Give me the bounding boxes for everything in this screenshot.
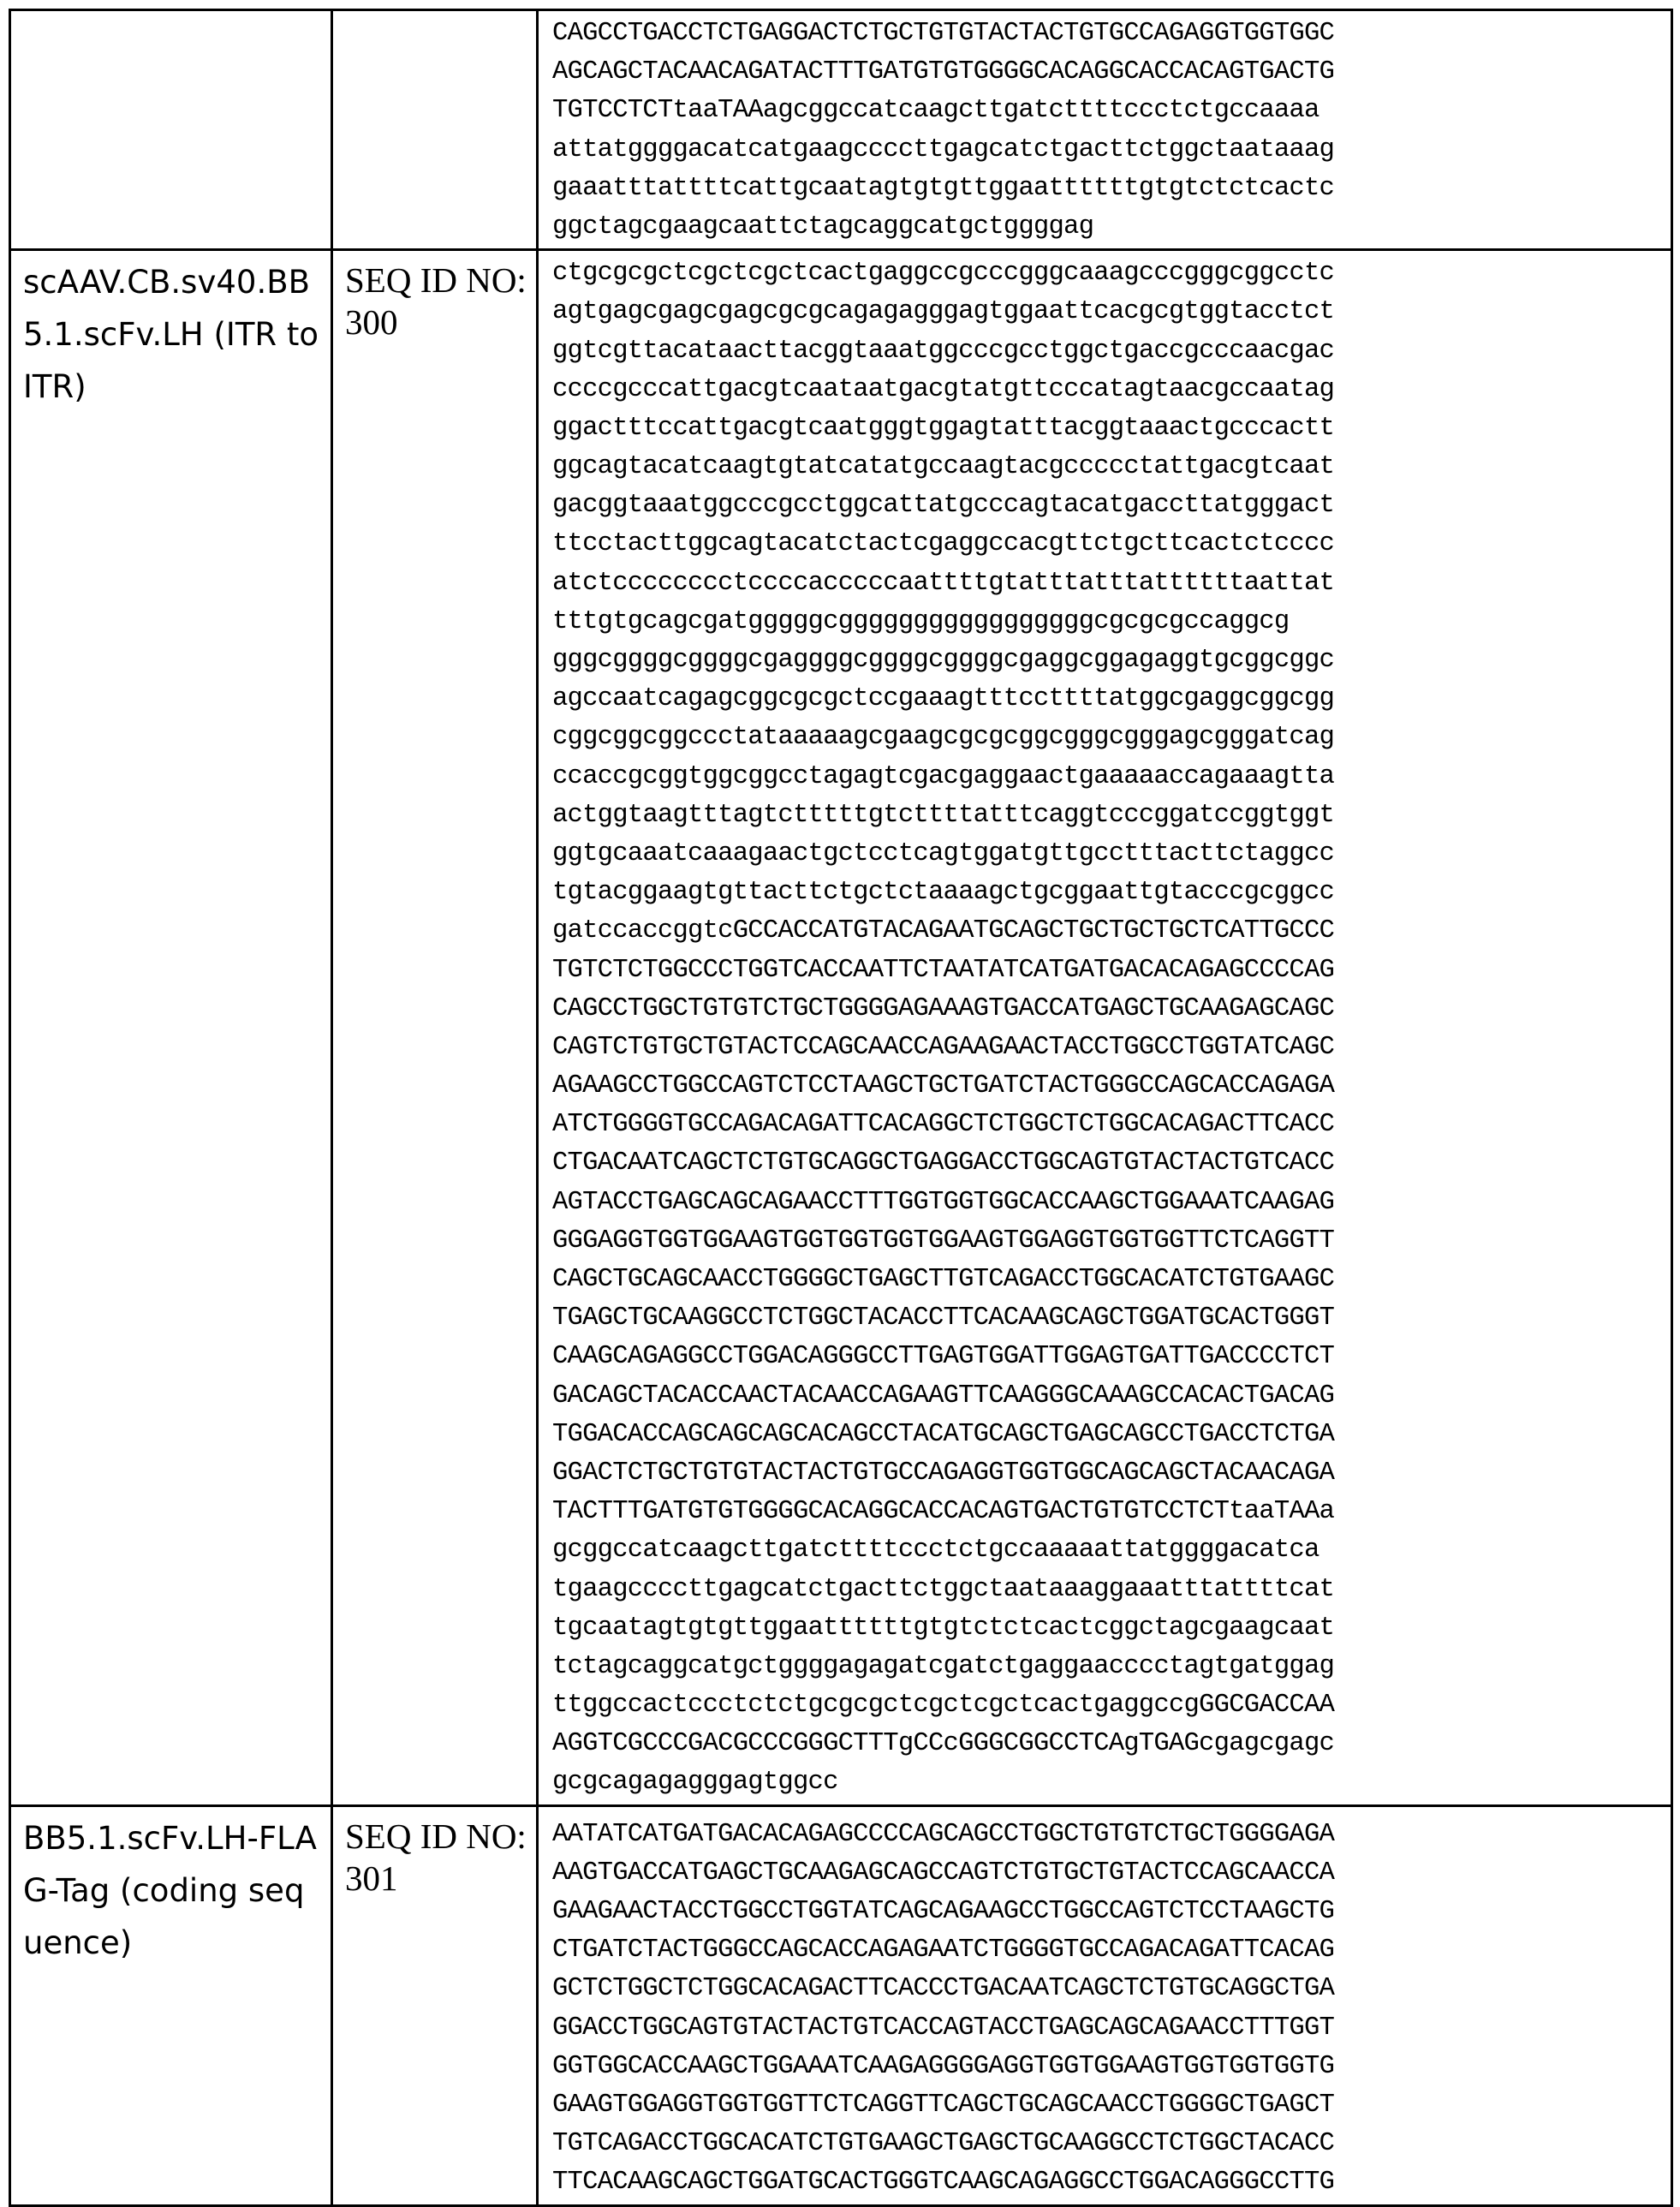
sequence-line: AGGTCGCCCGACGCCCGGGCTTTgCCcGGGCGGCCTCAgTGAGcgagcgagc	[552, 1729, 1335, 1759]
sequence-line: TGAGCTGCAAGGCCTCTGGCTACACCTTCACAAGCAGCTGGATGCACTGGGT	[552, 1303, 1335, 1333]
sequence-lines	[552, 15, 1662, 247]
sequence-line: ccaccgcggtggcggcctagagtcgacgaggaactgaaaaaccagaaagtta	[552, 761, 1335, 791]
seq-id-cell: SEQ ID NO: 300	[332, 250, 538, 1806]
sequence-line: AATATCATGATGACACAGAGCCCCAGCAGCCTGGCTGTGTCTGCTGGGGAGA	[552, 1819, 1335, 1849]
construct-name-cell: scAAV.CB.sv40.BB5.1.scFv.LH (ITR to ITR)	[10, 250, 332, 1806]
sequence-line: AAGTGACCATGAGCTGCAAGAGCAGCCAGTCTGTGCTGTACTCCAGCAACCA	[552, 1858, 1335, 1888]
sequence-line: actggtaagtttagtctttttgtcttttatttcaggtcccggatccggtggt	[552, 800, 1335, 830]
sequence-line: tgaagccccttgagcatctgacttctggctaataaaggaaatttattttcat	[552, 1574, 1335, 1604]
sequence-line: tgcaatagtgtgttggaattttttgtgtctctcactcggctagcgaagcaat	[552, 1613, 1335, 1643]
sequence-line: gcggccatcaagcttgatcttttccctctgccaaaaattatggggacatca	[552, 1536, 1320, 1566]
sequence-line: gcgcagagagggagtggcc	[552, 1768, 838, 1798]
sequence-line: ggtcgttacataacttacggtaaatggcccgcctggctgaccgcccaacgac	[552, 336, 1335, 366]
sequence-line: GCTCTGGCTCTGGCACAGACTTCACCCTGACAATCAGCTCTGTGCAGGCTGA	[552, 1974, 1335, 2004]
sequence-line: atctcccccccctccccacccccaattttgtatttatttattttttaattat	[552, 568, 1335, 598]
sequence-line: TGTCCTCTtaaTAAagcggccatcaagcttgatcttttccctctgccaaaa	[552, 96, 1320, 126]
sequence-line: CAGTCTGTGCTGTACTCCAGCAACCAGAAGAACTACCTGGCCTGGTATCAGC	[552, 1032, 1335, 1062]
sequence-line: AGTACCTGAGCAGCAGAACCTTTGGTGGTGGCACCAAGCTGGAAATCAAGAG	[552, 1187, 1335, 1217]
sequence-line: AGAAGCCTGGCCAGTCTCCTAAGCTGCTGATCTACTGGGCCAGCACCAGAGA	[552, 1071, 1335, 1101]
sequence-line: gacggtaaatggcccgcctggcattatgcccagtacatgaccttatgggact	[552, 491, 1335, 521]
sequence-line: ggctagcgaagcaattctagcaggcatgctggggag	[552, 212, 1094, 242]
sequence-line: TTCACAAGCAGCTGGATGCACTGGGTCAAGCAGAGGCCTGGACAGGGCCTTG	[552, 2168, 1335, 2198]
sequence-line: gatccaccggtcGCCACCATGTACAGAATGCAGCTGCTGCTGCTCATTGCCC	[552, 916, 1335, 946]
sequence-line: ggactttccattgacgtcaatgggtggagtatttacggtaaactgcccactt	[552, 413, 1335, 443]
sequence-line: GGGAGGTGGTGGAAGTGGTGGTGGTGGAAGTGGAGGTGGTGGTTCTCAGGTT	[552, 1226, 1335, 1256]
sequence-line: CAGCCTGGCTGTGTCTGCTGGGGAGAAAGTGACCATGAGCTGCAAGAGCAGC	[552, 993, 1335, 1023]
sequence-line: ttcctacttggcagtacatctactcgaggccacgttctgcttcactctcccc	[552, 529, 1335, 559]
table-row-seq-300	[10, 250, 1672, 1806]
sequence-line: AGCAGCTACAACAGATACTTTGATGTGTGGGGCACAGGCACCACAGTGACTG	[552, 57, 1335, 87]
sequence-line: ccccgcccattgacgtcaataatgacgtatgttcccatagtaacgccaatag	[552, 374, 1335, 404]
sequence-line: TGGACACCAGCAGCAGCACAGCCTACATGCAGCTGAGCAGCCTGACCTCTGA	[552, 1419, 1335, 1449]
sequence-line: GGTGGCACCAAGCTGGAAATCAAGAGGGGAGGTGGTGGAAGTGGTGGTGGTG	[552, 2051, 1335, 2081]
sequence-line: ATCTGGGGTGCCAGACAGATTCACAGGCTCTGGCTCTGGCACAGACTTCACC	[552, 1110, 1335, 1140]
sequence-line: GACAGCTACACCAACTACAACCAGAAGTTCAAGGGCAAAGCCACACTGACAG	[552, 1381, 1335, 1411]
sequence-line: tttgtgcagcgatgggggcgggggggggggggggggcgcgcgccaggcg	[552, 606, 1290, 636]
sequence-cell	[538, 1805, 1672, 2205]
table-row-continued	[10, 10, 1672, 250]
sequence-line: gggcggggcggggcgaggggcggggcggggcgaggcggagaggtgcggcggc	[552, 646, 1335, 675]
sequence-line: agtgagcgagcgagcgcgcagagagggagtggaattcacgcgtggtacctct	[552, 297, 1335, 327]
sequence-line: ttggccactccctctctgcgcgctcgctcgctcactgaggccgGGCGACCAA	[552, 1691, 1335, 1721]
sequence-cell	[538, 250, 1672, 1806]
sequence-line: gaaatttattttcattgcaatagtgtgttggaattttttgtgtctctcactc	[552, 173, 1335, 203]
sequence-line: GAAGTGGAGGTGGTGGTTCTCAGGTTCAGCTGCAGCAACCTGGGGCTGAGCT	[552, 2090, 1335, 2120]
construct-name-cell: BB5.1.scFv.LH-FLAG-Tag (coding sequence)	[10, 1805, 332, 2205]
sequence-line: agccaatcagagcggcgcgctccgaaagtttccttttatggcgaggcggcgg	[552, 684, 1335, 714]
sequence-lines	[552, 1816, 1662, 2203]
sequence-lines	[552, 254, 1662, 1803]
sequence-line: attatggggacatcatgaagccccttgagcatctgacttctggctaataaag	[552, 134, 1335, 164]
sequence-line: CAAGCAGAGGCCTGGACAGGGCCTTGAGTGGATTGGAGTGATTGACCCCTCT	[552, 1342, 1335, 1372]
sequence-line: CTGACAATCAGCTCTGTGCAGGCTGAGGACCTGGCAGTGTACTACTGTCACC	[552, 1148, 1335, 1178]
sequence-line: GGACTCTGCTGTGTACTACTGTGCCAGAGGTGGTGGCAGCAGCTACAACAGA	[552, 1458, 1335, 1488]
sequence-cell	[538, 10, 1672, 250]
sequence-line: cggcggcggccctataaaaagcgaagcgcgcggcgggcgggagcgggatcag	[552, 723, 1335, 753]
sequence-line: GAAGAACTACCTGGCCTGGTATCAGCAGAAGCCTGGCCAGTCTCCTAAGCTG	[552, 1897, 1335, 1926]
sequence-line: CTGATCTACTGGGCCAGCACCAGAGAATCTGGGGTGCCAGACAGATTCACAG	[552, 1936, 1335, 1965]
construct-name-cell	[10, 10, 332, 250]
sequence-line: ggcagtacatcaagtgtatcatatgccaagtacgccccctattgacgtcaat	[552, 452, 1335, 482]
seq-id-cell	[332, 10, 538, 250]
sequence-line: ctgcgcgctcgctcgctcactgaggccgcccgggcaaagcccgggcggcctc	[552, 259, 1335, 289]
sequence-line: tctagcaggcatgctggggagagatcgatctgaggaacccctagtgatggag	[552, 1651, 1335, 1681]
sequence-line: TGTCAGACCTGGCACATCTGTGAAGCTGAGCTGCAAGGCCTCTGGCTACACC	[552, 2129, 1335, 2159]
sequence-line: ggtgcaaatcaaagaactgctcctcagtggatgttgcctttacttctaggcc	[552, 838, 1335, 868]
sequence-line: CAGCCTGACCTCTGAGGACTCTGCTGTGTACTACTGTGCCAGAGGTGGTGGC	[552, 19, 1335, 48]
seq-id-cell: SEQ ID NO: 301	[332, 1805, 538, 2205]
sequence-line: TGTCTCTGGCCCTGGTCACCAATTCTAATATCATGATGACACAGAGCCCCAG	[552, 955, 1335, 985]
sequence-table	[9, 9, 1673, 2207]
sequence-line: GGACCTGGCAGTGTACTACTGTCACCAGTACCTGAGCAGCAGAACCTTTGGT	[552, 2013, 1335, 2043]
sequence-line: tgtacggaagtgttacttctgctctaaaagctgcggaattgtacccgcggcc	[552, 878, 1335, 908]
table-row-seq-301	[10, 1805, 1672, 2205]
sequence-line: TACTTTGATGTGTGGGGCACAGGCACCACAGTGACTGTGTCCTCTtaaTAAa	[552, 1497, 1335, 1527]
sequence-line: CAGCTGCAGCAACCTGGGGCTGAGCTTGTCAGACCTGGCACATCTGTGAAGC	[552, 1265, 1335, 1294]
